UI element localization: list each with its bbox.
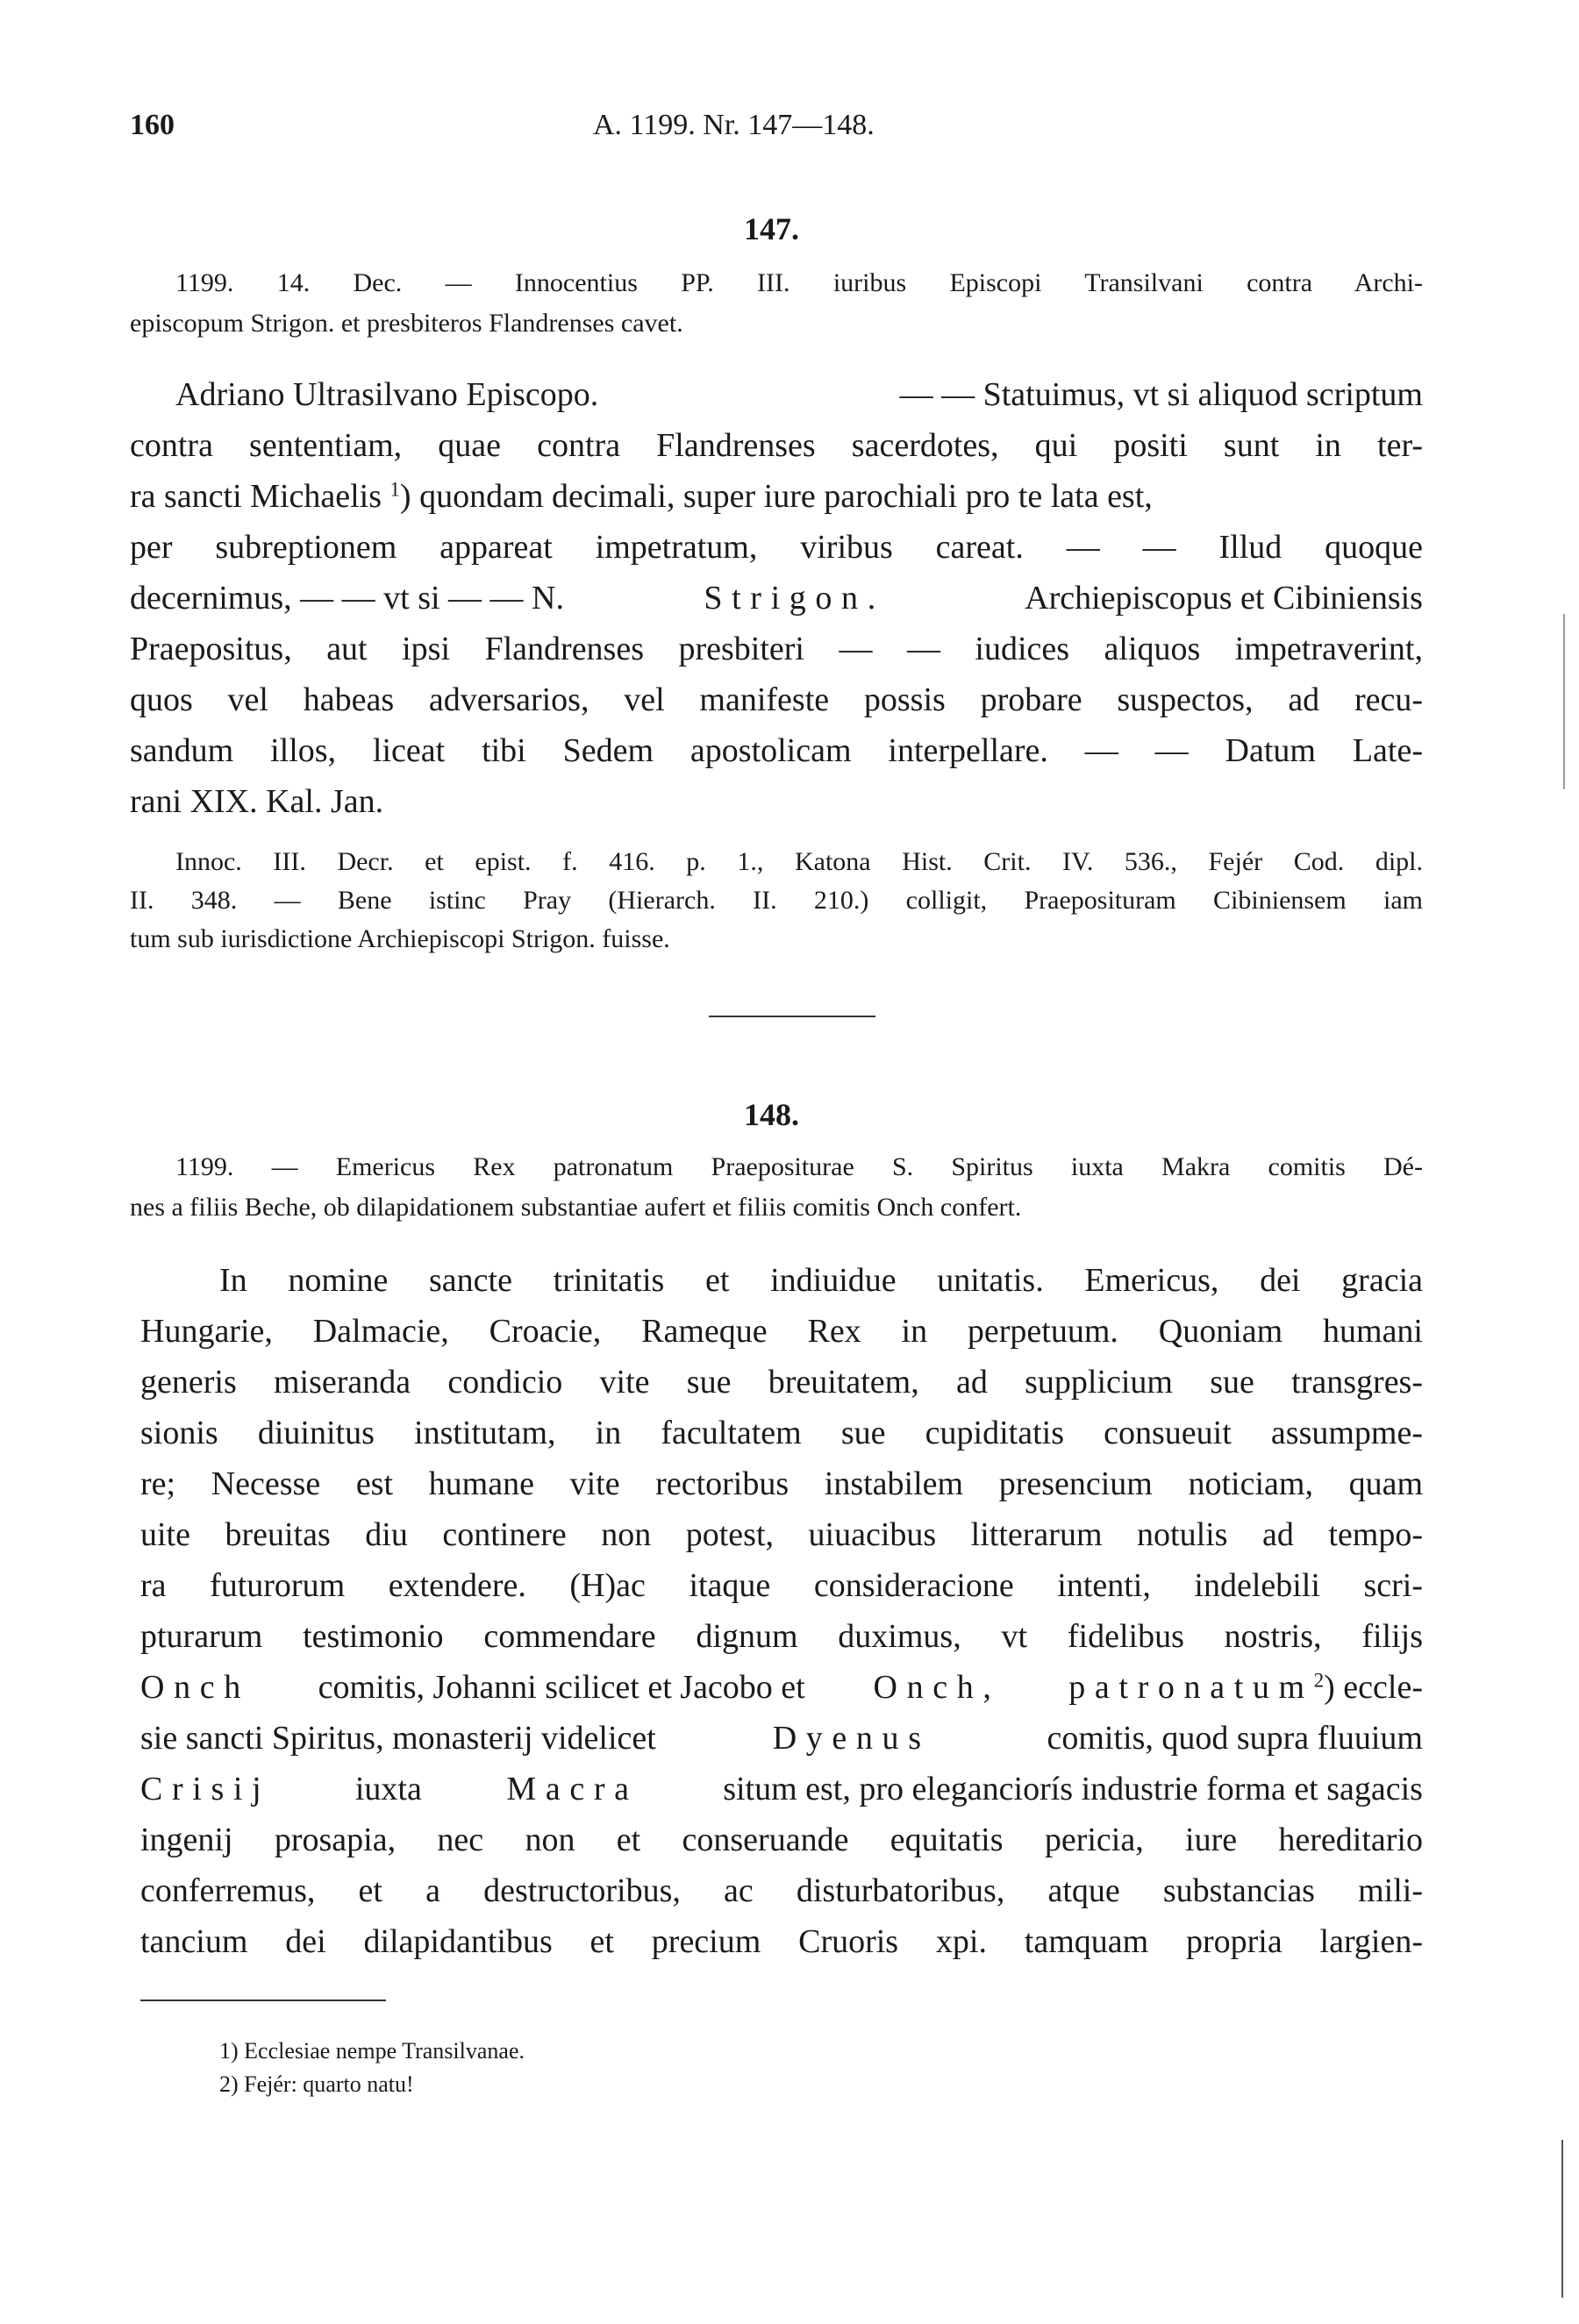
addressee: Adriano Ultrasilvano Episcopo. <box>175 376 599 413</box>
text-148-line-3: generis miseranda condicio vite sue breuitatem, ad supplicium sue transgres- <box>140 1364 1423 1401</box>
text-148-line-2: Hungarie, Dalmacie, Croacie, Rameque Rex in perpetuum. Quoniam humani <box>140 1313 1423 1350</box>
scan-edge-mark-bottom <box>1561 2140 1563 2298</box>
footnote-2: 2) Fejér: quarto natu! <box>219 2071 414 2097</box>
document-number-147: 147. <box>744 211 799 246</box>
text-147-line-8: sandum illos, liceat tibi Sedem apostolicam interpellare. — — Datum Late- <box>130 732 1423 769</box>
page-number: 160 <box>130 109 175 141</box>
text-147-line-3 <box>130 477 1423 516</box>
document-number-148: 148. <box>744 1097 799 1132</box>
source-147-line-3: tum sub iurisdictione Archiepiscopi Strigon. fuisse. <box>130 924 670 953</box>
text-148-line-7: ra futurorum extendere. (H)ac itaque consideracione intenti, indelebili scri- <box>140 1567 1423 1604</box>
text-147-line-5-c: Archiepiscopus et Cibiniensis <box>1025 580 1423 617</box>
spaced-name-macra: Macra <box>506 1771 639 1807</box>
text-148-line-10-a: sie sancti Spiritus, monasterij videlicet <box>140 1720 656 1757</box>
text-147-line-9: rani XIX. Kal. Jan. <box>130 783 384 820</box>
section-divider <box>709 1016 875 1017</box>
text-147-line-5-a: decernimus, — — vt si — — N. <box>130 580 565 617</box>
text-148-line-4: sionis diuinitus institutam, in facultatem sue cupiditatis consueuit assumpme- <box>140 1415 1423 1451</box>
text-148-line-1: In nomine sancte trinitatis et indiuidue unitatis. Emericus, dei gracia <box>219 1262 1423 1299</box>
spaced-name-strigon: Strigon. <box>704 580 885 617</box>
text-148-line-5: re; Necesse est humane vite rectoribus instabilem presencium noticiam, quam <box>140 1465 1423 1502</box>
text-147-line-6: Praepositus, aut ipsi Flandrenses presbiteri — — iudices aliquos impetraverint, <box>130 631 1423 667</box>
text-148-line-6: uite breuitas diu continere non potest, uiuacibus litterarum notulis ad tempo- <box>140 1516 1423 1553</box>
source-147-line-1: Innoc. III. Decr. et epist. f. 416. p. 1., Katona Hist. Crit. IV. 536., Fejér Cod. dipl. <box>175 847 1423 876</box>
text-147-line-1 <box>175 375 1423 414</box>
text-148-line-8: pturarum testimonio commendare dignum duximus, vt fidelibus nostris, filijs <box>140 1618 1423 1655</box>
running-head: A. 1199. Nr. 147—148. <box>593 109 875 141</box>
regest-148-line-2: nes a filiis Beche, ob dilapidationem substantiae aufert et filiis comitis Onch confert. <box>130 1193 1022 1222</box>
text-148-line-11-d: situm est, pro eleganciorís industrie forma et sagacis <box>723 1771 1423 1807</box>
footnote-rule <box>140 2000 386 2001</box>
text-147-line-1-rest: — — Statuimus, vt si aliquod scriptum <box>899 376 1423 413</box>
footnote-ref-1: 1 <box>389 478 400 501</box>
scan-edge-mark <box>1563 614 1565 789</box>
spaced-word-patronatum: patronatum <box>1068 1669 1314 1706</box>
spaced-name-dyenus: Dyenus <box>772 1720 931 1757</box>
text-147-line-3-a: ra sancti Michaelis $^1$) quondam decimali, super iure parochiali pro te lata est, <box>130 478 1153 515</box>
source-147-line-2: II. 348. — Bene istinc Pray (Hierarch. II. 210.) colligit, Praeposituram Cibiniensem iam <box>130 886 1423 915</box>
footnote-1: 1) Ecclesiae nempe Transilvanae. <box>219 2038 525 2064</box>
text-148-line-10 <box>140 1719 1423 1757</box>
text-148-line-11-b: iuxta <box>354 1771 422 1807</box>
text-148-line-10-c: comitis, quod supra fluuium <box>1047 1720 1423 1757</box>
text-148-line-14: tancium dei dilapidantibus et precium Cruoris xpi. tamquam propria largien- <box>140 1923 1423 1960</box>
text-147-line-4: per subreptionem appareat impetratum, viribus careat. — — Illud quoque <box>130 529 1423 566</box>
text-148-line-9-d: patronatum$^2$) eccle- <box>1068 1669 1423 1706</box>
regest-148-line-1: 1199. — Emericus Rex patronatum Praepositurae S. Spiritus iuxta Makra comitis Dé- <box>175 1152 1423 1181</box>
text-148-line-13: conferremus, et a destructoribus, ac disturbatoribus, atque substancias mili- <box>140 1872 1423 1909</box>
spaced-name-crisij: Crisij <box>140 1771 271 1807</box>
text-148-line-12: ingenij prosapia, nec non et conseruande equitatis pericia, iure hereditario <box>140 1821 1423 1858</box>
spaced-name-onch-2: Onch, <box>873 1669 1001 1706</box>
regest-147-line-2: episcopum Strigon. et presbiteros Flandrenses cavet. <box>130 309 683 338</box>
text-148-line-9-b: comitis, Johanni scilicet et Jacobo et <box>318 1669 805 1706</box>
spaced-name-onch: Onch <box>140 1669 250 1706</box>
text-147-line-5 <box>130 579 1423 617</box>
text-147-line-2: contra sententiam, quae contra Flandrenses sacerdotes, qui positi sunt in ter- <box>130 427 1423 464</box>
text-147-line-7: quos vel habeas adversarios, vel manifeste possis probare suspectos, ad recu- <box>130 681 1423 718</box>
footnote-ref-2: 2 <box>1313 1669 1325 1692</box>
text-148-line-9 <box>140 1668 1423 1707</box>
text-148-line-11 <box>140 1770 1423 1808</box>
regest-147-line-1: 1199. 14. Dec. — Innocentius PP. III. iuribus Episcopi Transilvani contra Archi- <box>175 268 1423 297</box>
